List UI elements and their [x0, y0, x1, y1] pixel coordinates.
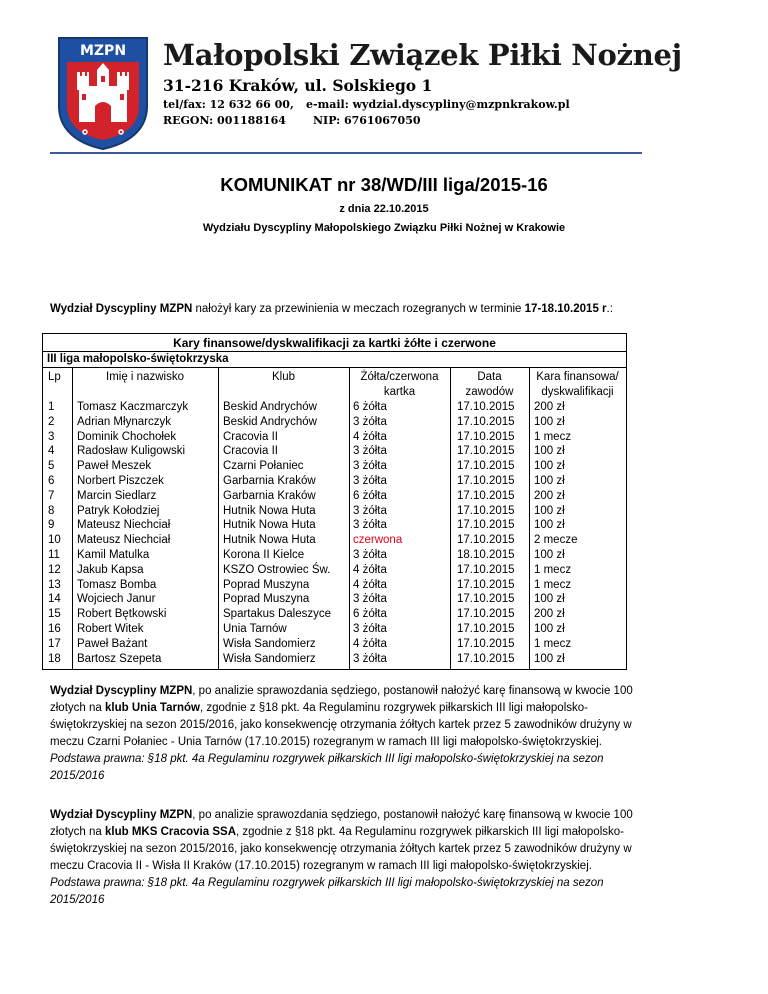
- cell-date: 17.10.2015: [457, 475, 515, 487]
- cell-lp: 18: [48, 652, 61, 665]
- cell-name: Robert Bętkowski: [77, 608, 167, 621]
- cell-card: 3 żółta: [353, 623, 387, 635]
- cell-card: 4 żółta: [353, 430, 387, 443]
- para-legal-basis: Podstawa prawna: §18 pkt. 4a Regulaminu rozgrywek piłkarskich III ligi małopolsko-świętokrzyskiej na sezon: [50, 877, 604, 889]
- table-title: Kary finansowe/dyskwalifikacji za kartki żółte i czerwone: [173, 336, 496, 350]
- cell-penalty: 100 zł: [534, 460, 565, 473]
- cell-penalty: 200 zł: [534, 401, 565, 413]
- cell-penalty: 1 mecz: [534, 430, 572, 443]
- header-penalty-line1: Kara finansowa/: [536, 371, 619, 383]
- table-row: [43, 652, 626, 667]
- cell-name: Patryk Kołodziej: [77, 504, 160, 517]
- cell-club: Poprad Muszyna: [223, 593, 310, 606]
- header-card: [349, 370, 450, 400]
- cell-card: 3 żółta: [353, 593, 387, 606]
- para-line: meczu Cracovia II - Wisła II Kraków (17.10.2015) rozegranym w ramach III ligi małopolsko-świętokrzyskiej.: [50, 860, 592, 872]
- cell-penalty: 100 zł: [534, 593, 565, 606]
- para-line: , zgodnie z §18 pkt. 4a Regulaminu rozgrywek piłkarskich III ligi małopolsko-: [236, 826, 624, 838]
- table-row: [43, 592, 626, 607]
- cell-card: 6 żółta: [353, 608, 387, 621]
- intro-dates: 17-18.10.2015 r: [524, 303, 607, 315]
- cell-name: Dominik Chochołek: [77, 430, 177, 443]
- cell-name: Norbert Piszczek: [77, 475, 164, 487]
- table-row: [43, 415, 626, 430]
- cell-date: 17.10.2015: [457, 637, 515, 650]
- header-club: Klub: [271, 371, 296, 383]
- header-date-line1: Data: [477, 371, 502, 383]
- org-regon: REGON: 001188164: [163, 114, 286, 127]
- cell-penalty: 200 zł: [534, 489, 565, 502]
- cell-club: Korona II Kielce: [223, 549, 305, 561]
- header-penalty: [529, 370, 626, 400]
- cell-club: Unia Tarnów: [223, 623, 287, 635]
- cell-date: 17.10.2015: [457, 563, 515, 576]
- cell-penalty: 200 zł: [534, 608, 565, 621]
- header-card-line2: kartka: [383, 386, 416, 398]
- cell-name: Tomasz Bomba: [77, 578, 157, 591]
- cell-card: 3 żółta: [353, 504, 387, 517]
- cell-lp: 14: [48, 593, 61, 606]
- table-row: [43, 578, 626, 593]
- para-bold: Wydział Dyscypliny MZPN: [50, 685, 193, 697]
- cell-date: 17.10.2015: [457, 519, 515, 532]
- cell-name: Wojciech Janur: [77, 593, 156, 606]
- cell-name: Radosław Kuligowski: [77, 445, 186, 458]
- cell-club: Hutnik Nowa Huta: [223, 504, 316, 517]
- cell-penalty: 100 zł: [534, 652, 565, 665]
- para-club: klub Unia Tarnów: [104, 702, 200, 714]
- cell-lp: 7: [48, 489, 55, 502]
- cell-club: Hutnik Nowa Huta: [223, 534, 316, 547]
- cell-lp: 11: [48, 549, 60, 561]
- cell-name: Paweł Bażant: [77, 637, 148, 650]
- table-row: [43, 504, 626, 519]
- cell-penalty: 2 mecze: [534, 534, 578, 547]
- cell-card: 4 żółta: [353, 578, 387, 591]
- org-address: 31-216 Kraków, ul. Solskiego 1: [163, 76, 433, 95]
- cell-penalty: 100 zł: [534, 623, 565, 635]
- cell-card: 3 żółta: [353, 475, 387, 487]
- cell-card: 3 żółta: [353, 445, 387, 458]
- cell-date: 17.10.2015: [457, 415, 515, 428]
- cell-lp: 6: [48, 475, 55, 487]
- cell-penalty: 100 zł: [534, 415, 565, 428]
- header-date: [450, 370, 529, 400]
- org-nip: NIP: 6761067050: [313, 114, 421, 127]
- cell-penalty: 100 zł: [534, 519, 565, 532]
- header-lp: Lp: [48, 371, 61, 383]
- cell-date: 17.10.2015: [457, 430, 515, 443]
- cell-date: 17.10.2015: [457, 489, 515, 502]
- cell-lp: 17: [48, 637, 61, 650]
- cell-card: 3 żółta: [353, 652, 387, 665]
- cell-lp: 10: [48, 534, 61, 547]
- header-name: Imię i nazwisko: [106, 371, 184, 383]
- cell-name: Kamil Matulka: [77, 549, 150, 561]
- cell-club: Hutnik Nowa Huta: [223, 519, 316, 532]
- cell-club: Wisła Sandomierz: [223, 652, 316, 665]
- table-divider: [43, 351, 626, 352]
- cell-name: Bartosz Szepeta: [77, 652, 162, 665]
- cell-lp: 4: [48, 445, 55, 458]
- org-tel: tel/fax: 12 632 66 00,: [163, 98, 294, 111]
- decision-paragraph-1: [50, 683, 730, 785]
- org-name: Małopolski Związek Piłki Nożnej: [163, 38, 682, 72]
- header-penalty-line2: dyskwalifikacji: [541, 386, 614, 398]
- document-department: Wydziału Dyscypliny Małopolskiego Związku Piłki Nożnej w Krakowie: [202, 222, 566, 234]
- cell-club: KSZO Ostrowiec Św.: [223, 563, 331, 576]
- cell-date: 17.10.2015: [457, 401, 515, 413]
- intro-middle: nałożył kary za przewinienia w meczach rozegranych w terminie: [192, 303, 525, 315]
- para-bold: Wydział Dyscypliny MZPN: [50, 809, 193, 821]
- table-row: [43, 518, 626, 533]
- org-email: e-mail: wydzial.dyscypliny@mzpnkrakow.pl: [306, 98, 570, 111]
- para-line: złotych na: [50, 826, 105, 838]
- para-legal-basis: 2015/2016: [50, 894, 105, 906]
- logo-text: MZPN: [79, 43, 127, 59]
- para-legal-basis: 2015/2016: [50, 770, 105, 782]
- cell-date: 17.10.2015: [457, 534, 515, 547]
- cell-lp: 5: [48, 460, 55, 473]
- para-line: , zgodnie z §18 pkt. 4a Regulaminu rozgrywek piłkarskich III ligi małopolsko-: [199, 702, 588, 714]
- para-line: złotych na: [50, 702, 105, 714]
- cell-lp: 3: [48, 430, 55, 443]
- cell-club: Czarni Połaniec: [223, 460, 304, 473]
- cell-club: Spartakus Daleszyce: [223, 608, 332, 621]
- cell-date: 17.10.2015: [457, 608, 515, 621]
- cell-date: 17.10.2015: [457, 578, 515, 591]
- penalties-table: [42, 333, 627, 670]
- table-row: [43, 607, 626, 622]
- cell-date: 17.10.2015: [457, 623, 515, 635]
- cell-lp: 1: [48, 401, 55, 413]
- para-line: meczu Czarni Połaniec - Unia Tarnów (17.10.2015) rozegranym w ramach III ligi małopolsko-świętokrzyskiej.: [50, 736, 603, 748]
- cell-lp: 8: [48, 504, 55, 517]
- header-card-line1: Żółta/czerwona: [360, 371, 439, 383]
- header-date-line2: zawodów: [465, 386, 514, 398]
- cell-club: Beskid Andrychów: [223, 415, 317, 428]
- table-league: III liga małopolsko-świętokrzyska: [47, 353, 229, 365]
- mzpn-logo: [57, 36, 149, 151]
- cell-penalty: 1 mecz: [534, 563, 572, 576]
- intro-bold: Wydział Dyscypliny MZPN: [50, 303, 193, 315]
- cell-name: Robert Witek: [77, 623, 144, 635]
- cell-card: 4 żółta: [353, 637, 387, 650]
- cell-club: Garbarnia Kraków: [223, 489, 316, 502]
- cell-name: Marcin Siedlarz: [77, 489, 157, 502]
- cell-lp: 12: [48, 563, 61, 576]
- table-row: [43, 430, 626, 445]
- table-row: [43, 563, 626, 578]
- table-divider: [43, 367, 626, 368]
- cell-date: 17.10.2015: [457, 504, 515, 517]
- para-line: , po analizie sprawozdania sędziego, postanowił nałożyć karę finansową w kwocie 100: [192, 809, 633, 821]
- header-divider: [50, 152, 642, 154]
- intro-end: .:: [606, 303, 613, 315]
- cell-name: Paweł Meszek: [77, 460, 152, 473]
- cell-card: 3 żółta: [353, 549, 387, 561]
- cell-card: 3 żółta: [353, 519, 387, 532]
- cell-penalty: 1 mecz: [534, 637, 572, 650]
- cell-name: Adrian Młynarczyk: [77, 415, 171, 428]
- cell-club: Wisła Sandomierz: [223, 637, 316, 650]
- cell-lp: 13: [48, 578, 61, 591]
- table-row: [43, 474, 626, 489]
- cell-name: Mateusz Niechciał: [77, 519, 171, 532]
- cell-name: Tomasz Kaczmarczyk: [77, 401, 189, 413]
- intro-text: [50, 303, 613, 315]
- cell-card: 6 żółta: [353, 489, 387, 502]
- table-row: [43, 637, 626, 652]
- cell-lp: 2: [48, 415, 55, 428]
- cell-penalty: 1 mecz: [534, 578, 572, 591]
- table-row: [43, 622, 626, 637]
- table-row: [43, 548, 626, 563]
- cell-date: 17.10.2015: [457, 652, 515, 665]
- para-line: świętokrzyskiej na sezon 2015/2016, jako konsekwencję otrzymania żółtych kartek przez 5 zawodników drużyny w: [50, 843, 632, 855]
- document-title: KOMUNIKAT nr 38/WD/III liga/2015-16: [220, 174, 548, 195]
- cell-lp: 9: [48, 519, 55, 532]
- table-row: [43, 459, 626, 474]
- table-row: [43, 533, 626, 548]
- cell-card: 3 żółta: [353, 415, 387, 428]
- cell-lp: 15: [48, 608, 61, 621]
- cell-date: 18.10.2015: [457, 549, 515, 561]
- cell-name: Jakub Kapsa: [77, 563, 144, 576]
- cell-card: 4 żółta: [353, 563, 387, 576]
- cell-penalty: 100 zł: [534, 549, 565, 561]
- cell-lp: 16: [48, 623, 61, 635]
- document-date: z dnia 22.10.2015: [339, 203, 429, 215]
- para-legal-basis: Podstawa prawna: §18 pkt. 4a Regulaminu rozgrywek piłkarskich III ligi małopolsko-świętokrzyskiej na sezon: [50, 753, 604, 765]
- cell-penalty: 100 zł: [534, 504, 565, 517]
- cell-date: 17.10.2015: [457, 460, 515, 473]
- cell-card: czerwona: [353, 534, 403, 547]
- cell-name: Mateusz Niechciał: [77, 534, 171, 547]
- para-line: , po analizie sprawozdania sędziego, postanowił nałożyć karę finansową w kwocie 100: [192, 685, 633, 697]
- cell-penalty: 100 zł: [534, 475, 565, 487]
- cell-club: Cracovia II: [223, 445, 278, 458]
- cell-penalty: 100 zł: [534, 445, 565, 458]
- cell-card: 3 żółta: [353, 460, 387, 473]
- cell-club: Cracovia II: [223, 430, 278, 443]
- para-club: klub MKS Cracovia SSA: [104, 826, 236, 838]
- decision-paragraph-2: [50, 807, 730, 909]
- para-line: świętokrzyskiej na sezon 2015/2016, jako konsekwencję otrzymania żółtych kartek przez 5 zawodników drużyny w: [50, 719, 632, 731]
- cell-club: Beskid Andrychów: [223, 401, 317, 413]
- cell-club: Garbarnia Kraków: [223, 475, 316, 487]
- cell-date: 17.10.2015: [457, 593, 515, 606]
- org-contact: [163, 97, 570, 129]
- table-row: [43, 400, 626, 415]
- cell-card: 6 żółta: [353, 401, 387, 413]
- table-row: [43, 489, 626, 504]
- cell-club: Poprad Muszyna: [223, 578, 310, 591]
- cell-date: 17.10.2015: [457, 445, 515, 458]
- table-row: [43, 444, 626, 459]
